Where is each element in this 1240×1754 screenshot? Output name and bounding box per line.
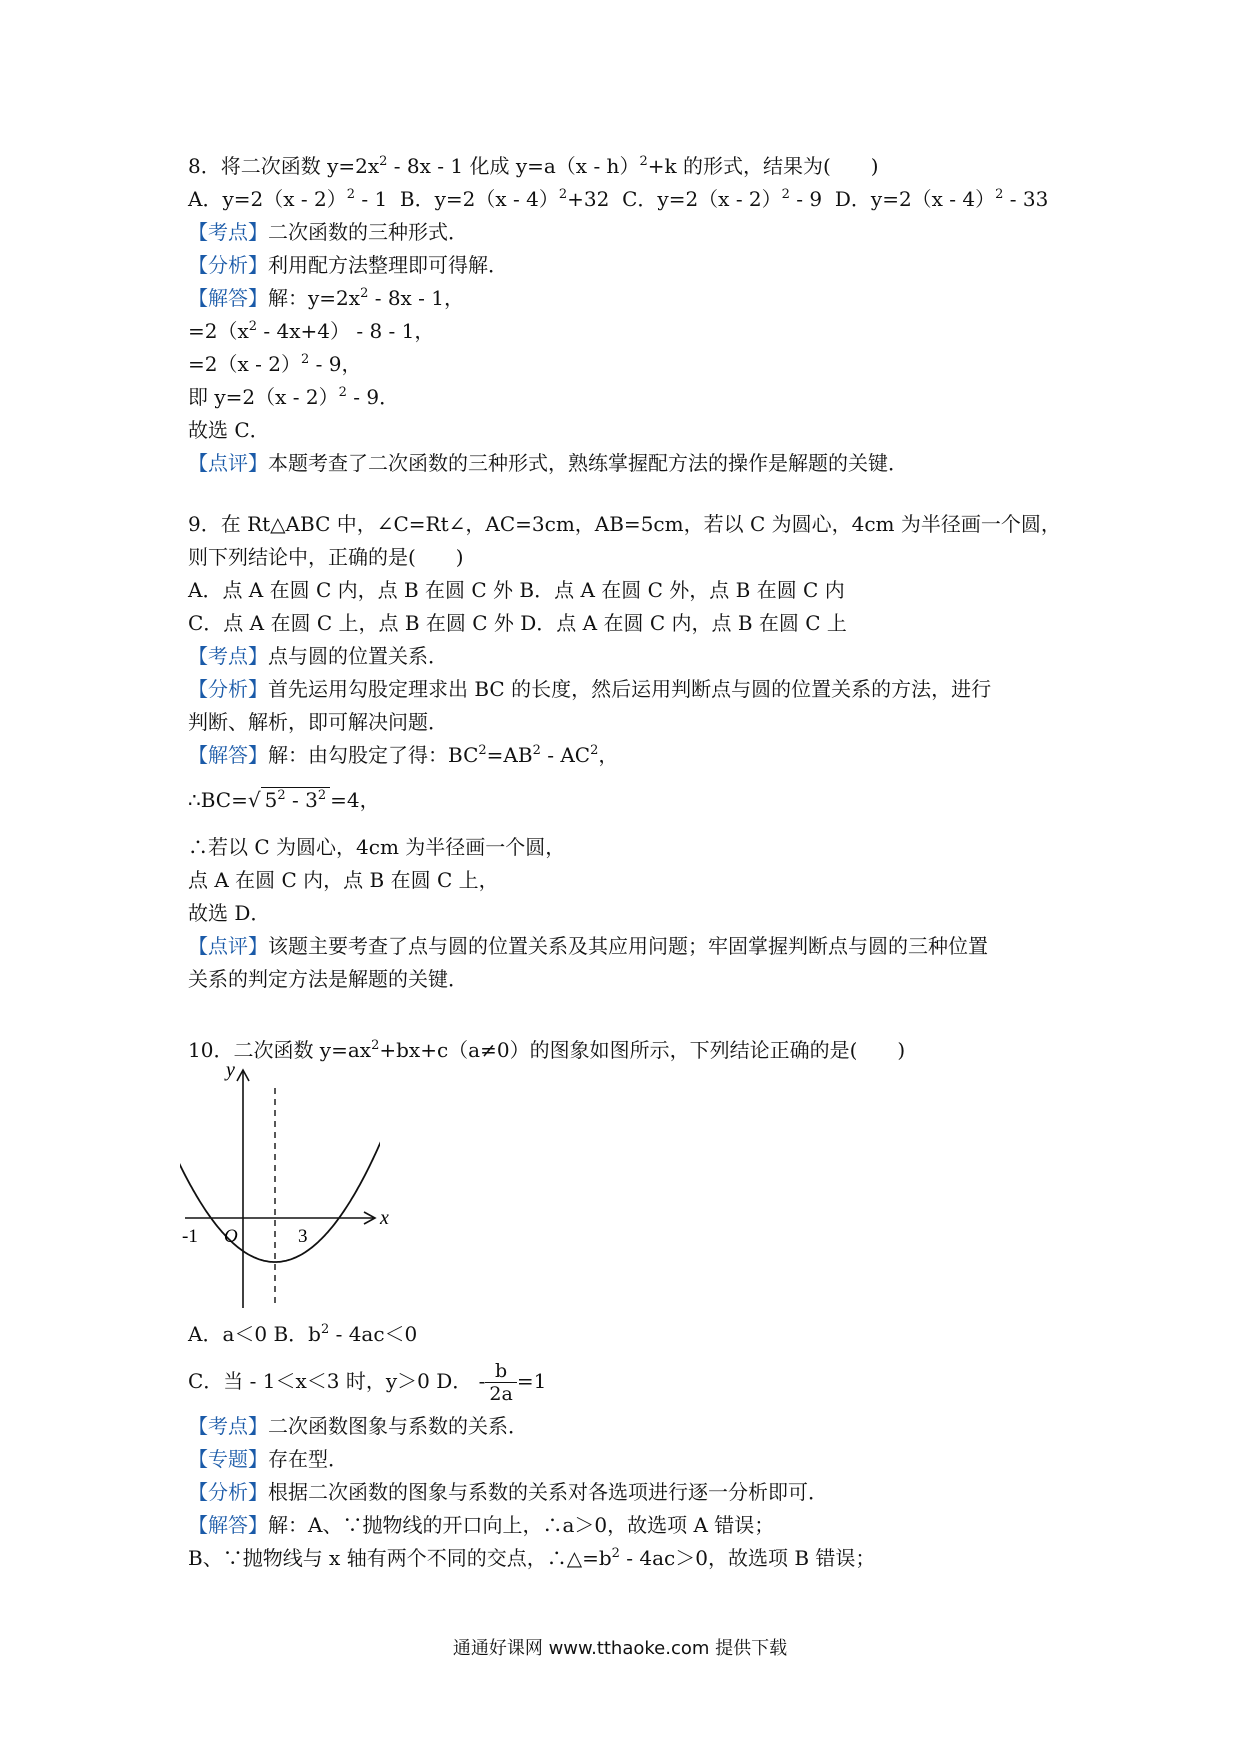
- q9-fenxi-2: 判断、解析，即可解决问题．: [188, 710, 448, 734]
- q10-fenxi: 【分析】根据二次函数的图象与系数的关系对各选项进行逐一分析即可．: [188, 1480, 828, 1504]
- q10-kaodian: 【考点】二次函数图象与系数的关系．: [188, 1414, 528, 1438]
- q8-options: A．y=2（x - 2）$^2$ - 1 B．y=2（x - 4）$^2$+32 C．y=2（x - 2）$^2$ - 9 D．y=2（x - 4）$^2$ - 33: [188, 187, 1049, 211]
- sqrt-sign: √ $5^2 - 3^2$: [248, 786, 330, 814]
- q10-stem: 10．二次函数 $y=ax^2+bx+c(a\ne 0)$的图象如图所示，下列结论正确的是( ): [188, 1038, 906, 1062]
- q8-fenxi: 【分析】利用配方法整理即可得解．: [188, 253, 508, 277]
- fraction-numerator: b: [495, 1360, 508, 1382]
- q9-circle-line: ∴若以 C 为圆心，4cm 为半径画一个圆，: [188, 835, 566, 859]
- q9-dianping-2: 关系的判定方法是解题的关键．: [188, 967, 468, 991]
- parabola-curve: [180, 1135, 384, 1262]
- origin-label: O: [224, 1226, 238, 1247]
- fraction-denominator: 2a: [485, 1382, 516, 1405]
- left-root-label: -1: [182, 1226, 198, 1247]
- fraction: [485, 1360, 516, 1405]
- footer-source: 通通好课网 www.tthaoke.com 提供下载: [452, 1638, 788, 1659]
- q9-jieda: 【解答】解：由勾股定了得：$BC^2=AB^2 - AC^2$，: [188, 743, 619, 767]
- q8-step2: $=2(x^2 - 4x+4) - 8 - 1$，: [188, 319, 435, 343]
- q9-points-line: 点 A 在圆 C 内，点 B 在圆 C 上，: [188, 868, 499, 892]
- q10-options-ab: A．a＜0 B．$b^2 - 4ac<0$: [188, 1322, 418, 1346]
- q9-kaodian: 【考点】点与圆的位置关系．: [188, 644, 448, 668]
- x-axis-label: x: [380, 1207, 389, 1229]
- q8-dianping: 【点评】本题考查了二次函数的三种形式，熟练掌握配方法的操作是解题的关键．: [188, 451, 908, 475]
- q9-sqrt-line: ∴BC=√ $5^2 - 3^2 =4$，: [188, 788, 380, 812]
- q10-jieda-1: 【解答】解：A、∵抛物线的开口向上，∴a＞0，故选项 A 错误；: [188, 1513, 775, 1537]
- q8-step3: =2（x - 2）$^2$ - 9，: [188, 352, 362, 376]
- q10-options-cd: C．当 - 1＜x＜3 时，y＞0 D． - $\frac{b}{2a}$ =1: [188, 1360, 547, 1405]
- q9-fenxi-1: 【分析】首先运用勾股定理求出 BC 的长度，然后运用判断点与圆的位置关系的方法，进行: [188, 677, 992, 701]
- q10-zhuanti: 【专题】存在型．: [188, 1447, 348, 1471]
- q9-options-ab: A．点 A 在圆 C 内，点 B 在圆 C 外 B．点 A 在圆 C 外，点 B 在圆 C 内: [188, 578, 845, 602]
- y-axis-label: y: [226, 1059, 235, 1081]
- q9-stem-1: 9．在 Rt△ABC 中，∠C=Rt∠，AC=3cm，AB=5cm，若以 C 为圆心，4cm 为半径画一个圆，: [188, 512, 1061, 536]
- q8-choice: 故选 C．: [188, 418, 270, 442]
- q9-options-cd: C．点 A 在圆 C 上，点 B 在圆 C 外 D．点 A 在圆 C 内，点 B 在圆 C 上: [188, 611, 847, 635]
- right-root-label: 3: [298, 1226, 308, 1247]
- q9-dianping-1: 【点评】该题主要考查了点与圆的位置关系及其应用问题；牢固掌握判断点与圆的三种位置: [188, 934, 988, 958]
- q8-kaodian: 【考点】二次函数的三种形式．: [188, 220, 468, 244]
- q10-jieda-2: B、∵抛物线与 x 轴有两个不同的交点，$\therefore\triangle=b^2 - 4ac>0$，故选项 B 错误；: [188, 1546, 876, 1570]
- q9-choice: 故选 D．: [188, 901, 271, 925]
- q8-step4: 即 y=2（x - 2）$^2$ - 9．: [188, 385, 400, 409]
- parabola-graph: [180, 1058, 410, 1316]
- q8-jieda: 【解答】解：$y=2x^2 - 8x - 1$，: [188, 286, 465, 310]
- q9-stem-2: 则下列结论中，正确的是( ): [188, 545, 464, 569]
- q8-stem: 8．将二次函数 $y=2x^2 - 8x - 1$ 化成 y=a（x - h）$^2$+k 的形式，结果为( ): [188, 154, 879, 178]
